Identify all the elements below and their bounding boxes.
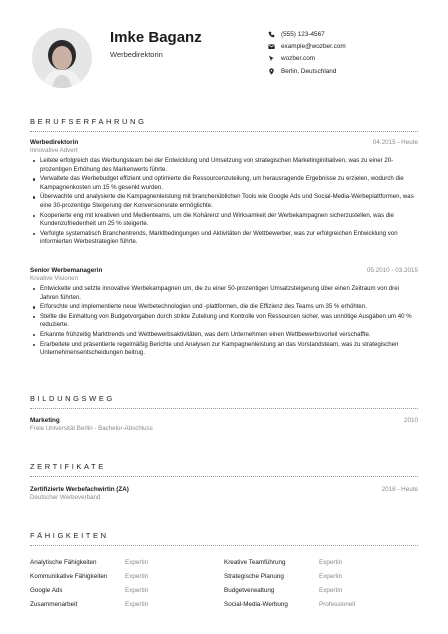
- experience-date: 04.2015 - Heute: [372, 139, 418, 146]
- skill-row: [30, 583, 418, 597]
- link-icon: [268, 55, 275, 62]
- skills-grid: [30, 555, 418, 611]
- certificate-entry: [30, 486, 418, 501]
- skill-level: Expertin: [319, 572, 343, 580]
- skill-level: Expertin: [319, 586, 343, 594]
- certificate-issuer: Deutscher Werbeverband: [30, 494, 101, 501]
- list-item: Überwachte und analysierte die Kampagnenleistung mit branchenüblichen Tools wie Google Ads und Social-Media-Werbeplattformen, was eine 30-prozentige Steigerung der Konversionsrate ermöglichte.: [40, 193, 418, 210]
- list-item: Verfolgte systematisch Branchentrends, Marktbedingungen und Aktivitäten der Wettbewerber, was zur erfolgreichen Entwicklung von informierten Werbestrategien führte.: [40, 230, 418, 247]
- experience-date: 05.2010 - 03.2015: [366, 267, 418, 274]
- skill-row: [30, 597, 418, 611]
- phone-icon: [268, 31, 275, 38]
- experience-bullets: [30, 285, 418, 358]
- contact-list: [268, 28, 346, 77]
- experience-company: Kreative Visionen: [30, 275, 79, 282]
- skill-level: Expertin: [125, 600, 149, 608]
- location-icon: [268, 68, 275, 75]
- profile-photo: [32, 28, 92, 88]
- section-heading-skills: FÄHIGKEITEN: [30, 531, 418, 546]
- email-text: example@wozber.com: [281, 42, 346, 50]
- education-degree: Marketing: [30, 417, 60, 424]
- skill-level: Expertin: [125, 586, 149, 594]
- skill-name: Analytische Fähigkeiten: [30, 558, 97, 566]
- list-item: Leitete erfolgreich das Werbungsteam bei der Entwicklung und Umsetzung von strategischen Marketinginitiativen, was zu einer 20-prozentigen Erhöhung des Markenwerts führte.: [40, 157, 418, 174]
- experience-entry-2: [30, 267, 418, 359]
- list-item: Erarbeitete und präsentierte regelmäßig Berichte und Analysen zur Kampagnenleistung an das Vorstandsteam, was zu strategischen Unternehmensentscheidungen beitrug.: [40, 341, 418, 358]
- skill-level: Expertin: [319, 558, 343, 566]
- list-item: Entwickelte und setzte innovative Werbekampagnen um, die zu einer 50-prozentigen Umsatzsteigerung über einen Zeitraum von drei Jahren führten.: [40, 285, 418, 302]
- skill-name: Zusammenarbeit: [30, 600, 78, 608]
- skill-level: Professionell: [319, 600, 356, 608]
- experience-bullets: [30, 157, 418, 247]
- certificate-date: 2018 - Heute: [381, 486, 418, 493]
- section-heading-experience: BERUFSERFAHRUNG: [30, 117, 418, 132]
- section-heading-certificates: ZERTIFIKATE: [30, 462, 418, 477]
- skill-name: Kommunikative Fähigkeiten: [30, 572, 108, 580]
- list-item: Kooperierte eng mit kreativen und Medienteams, um die Kohärenz und Wirksamkeit der Werbekampagnen sicherzustellen, was die Kundenzufriedenheit um 25 % steigerte.: [40, 212, 418, 229]
- skill-name: Kreative Teamführung: [224, 558, 286, 566]
- education-date: 2010: [403, 417, 418, 424]
- section-heading-education: BILDUNGSWEG: [30, 394, 418, 409]
- education-entry: [30, 417, 418, 432]
- candidate-name: Imke Baganz: [110, 29, 202, 46]
- contact-location: [268, 65, 346, 77]
- skill-level: Expertin: [125, 572, 149, 580]
- list-item: Verwaltete das Werbebudget effizient und optimierte die Ressourcenzuteilung, um herausragende Ergebnisse zu erzielen, wodurch die Kampagnenkosten um 15 % gesenkt wurden.: [40, 175, 418, 192]
- contact-website[interactable]: [268, 53, 346, 65]
- skill-name: Budgetverwaltung: [224, 586, 275, 594]
- experience-role: Werbedirektorin: [30, 139, 79, 146]
- list-item: Erkannte frühzeitig Markttrends und Wettbewerbsaktivitäten, was dem Unternehmen einen Wettbewerbsvorteil verschaffte.: [40, 331, 418, 340]
- certificate-name: Zertifizierte Werbefachwirtin (ZA): [30, 486, 129, 493]
- skill-name: Strategische Planung: [224, 572, 284, 580]
- list-item: Stellte die Einhaltung von Budgetvorgaben durch strikte Zuteilung und Kontrolle von Ressourcen sicher, was unnötige Ausgaben um 40 % reduzierte.: [40, 313, 418, 330]
- list-item: Erforschte und implementierte neue Werbetechnologien und -plattformen, die die Effizienz des Teams um 35 % erhöhten.: [40, 303, 418, 312]
- phone-text: (555) 123-4567: [281, 30, 325, 38]
- skill-row: [30, 569, 418, 583]
- skill-name: Social-Media-Werbung: [224, 600, 288, 608]
- skill-level: Expertin: [125, 558, 149, 566]
- experience-entry-1: [30, 139, 418, 248]
- experience-role: Senior Werbemanagerin: [30, 267, 103, 274]
- website-text: wozber.com: [281, 55, 316, 63]
- contact-email[interactable]: [268, 40, 346, 52]
- education-school: Freie Universität Berlin - Bachelor-Abschluss: [30, 425, 153, 432]
- experience-company: Innovative Advert: [30, 147, 78, 154]
- contact-phone: [268, 28, 346, 40]
- location-text: Berlin, Deutschland: [281, 67, 337, 75]
- skill-name: Google Ads: [30, 586, 63, 594]
- job-title: Werbedirektorin: [110, 50, 163, 59]
- mail-icon: [268, 43, 275, 50]
- skill-row: [30, 555, 418, 569]
